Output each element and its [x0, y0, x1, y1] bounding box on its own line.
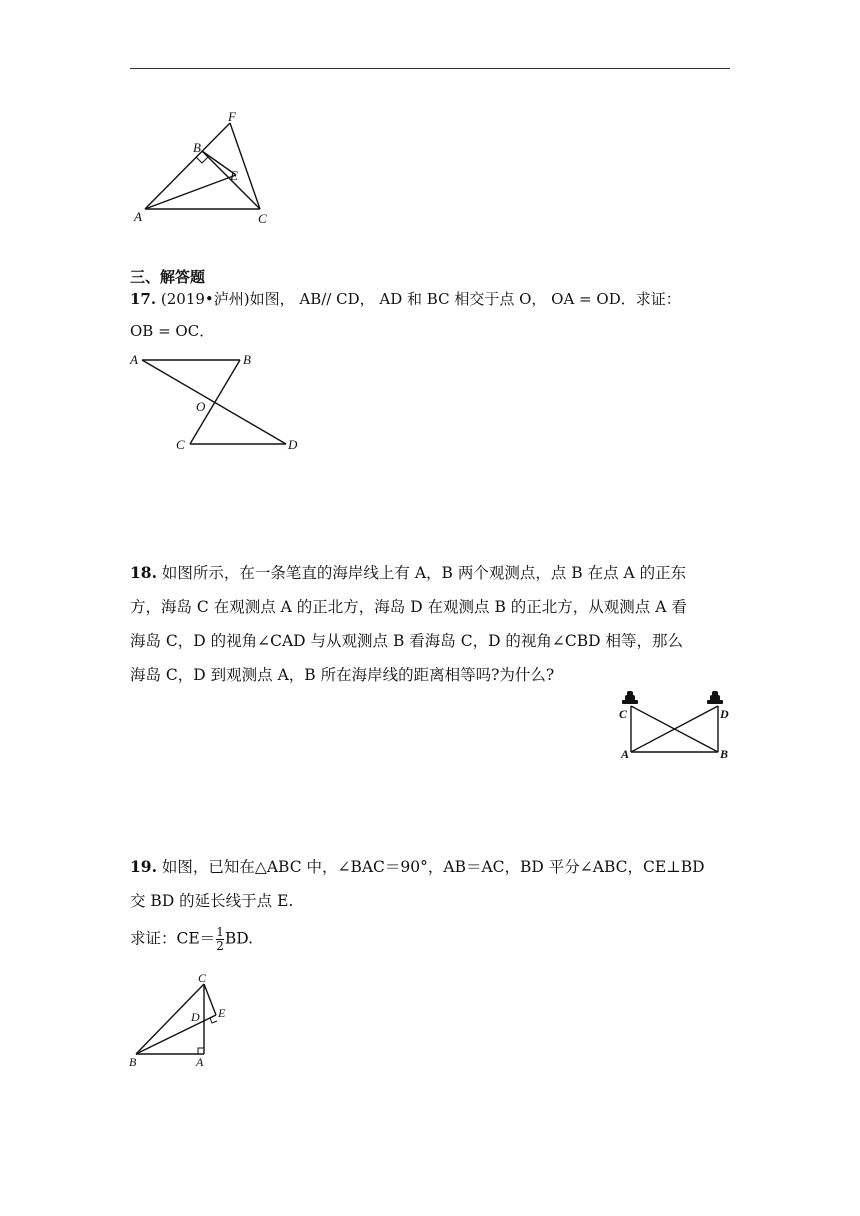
q17-text: (2019•泸州)如图， AB// CD， AD 和 BC 相交于点 O， OA = OD．求证： [160, 290, 681, 308]
right-angle-mark-a [198, 1048, 204, 1054]
header-rule [130, 68, 730, 69]
q18-line3: 海岛 C，D 的视角∠CAD 与从观测点 B 看海岛 C，D 的视角∠CBD 相等，那么 [130, 632, 684, 650]
q19-line2: 交 BD 的延长线于点 E. [130, 892, 294, 910]
q19-proof-suffix: BD. [224, 929, 254, 948]
label-o: O [196, 399, 206, 414]
label-a: A [134, 209, 142, 224]
label-a: A [621, 747, 630, 761]
label-c: C [176, 437, 185, 452]
label-b: B [129, 1055, 137, 1069]
segment-ae [145, 175, 236, 209]
label-d: D [720, 707, 729, 721]
q18-line1 [130, 556, 730, 590]
q17-line2: OB = OC． [130, 322, 215, 340]
label-c: C [198, 971, 207, 985]
figure-q16 [130, 105, 280, 227]
label-f: F [228, 109, 236, 124]
figure-q19 [126, 970, 236, 1070]
q18-paragraph [130, 556, 730, 692]
label-e: E [230, 168, 238, 183]
label-c: C [619, 707, 628, 721]
label-e: E [218, 1006, 226, 1020]
label-d: D [191, 1010, 200, 1024]
segment-ad [142, 360, 286, 444]
label-b: B [193, 140, 201, 155]
q19-text-1: 如图，已知在△ABC 中，∠BAC＝90°，AB＝AC，BD 平分∠ABC，CE⊥BD [161, 858, 705, 876]
right-angle-mark [196, 157, 208, 163]
label-b: B [243, 352, 251, 367]
q17-number: 17. [130, 290, 157, 308]
q18-number: 18. [130, 563, 157, 582]
q19-proof-prefix: 求证：CE＝ [130, 929, 216, 948]
label-d: D [288, 437, 298, 452]
right-angle-mark-e [210, 1018, 217, 1023]
label-a: A [196, 1055, 204, 1069]
q19-proof [130, 926, 253, 953]
figure-q17 [128, 348, 308, 456]
fraction-one-half [216, 926, 224, 953]
q19-number: 19. [130, 857, 157, 876]
segment-ce [204, 984, 216, 1015]
section-title: 三、解答题 [130, 268, 206, 286]
island-c-icon [622, 691, 638, 704]
q18-line2: 方，海岛 C 在观测点 A 的正北方，海岛 D 在观测点 B 的正北方，从观测点 A 看 [130, 598, 687, 616]
fraction-denominator: 2 [216, 939, 224, 953]
fraction-numerator: 1 [216, 925, 224, 939]
label-b: B [720, 747, 729, 761]
island-d-icon [707, 691, 723, 704]
label-c: C [258, 211, 267, 226]
segment-fc [230, 123, 260, 209]
label-a: A [130, 352, 138, 367]
figure-q18 [618, 688, 736, 760]
q18-line4: 海岛 C，D 到观测点 A，B 所在海岸线的距离相等吗?为什么? [130, 666, 555, 684]
q18-text-1: 如图所示，在一条笔直的海岸线上有 A，B 两个观测点，点 B 在点 A 的正东 [161, 564, 687, 582]
q19-line1 [130, 855, 705, 877]
q17-line1 [130, 290, 681, 308]
